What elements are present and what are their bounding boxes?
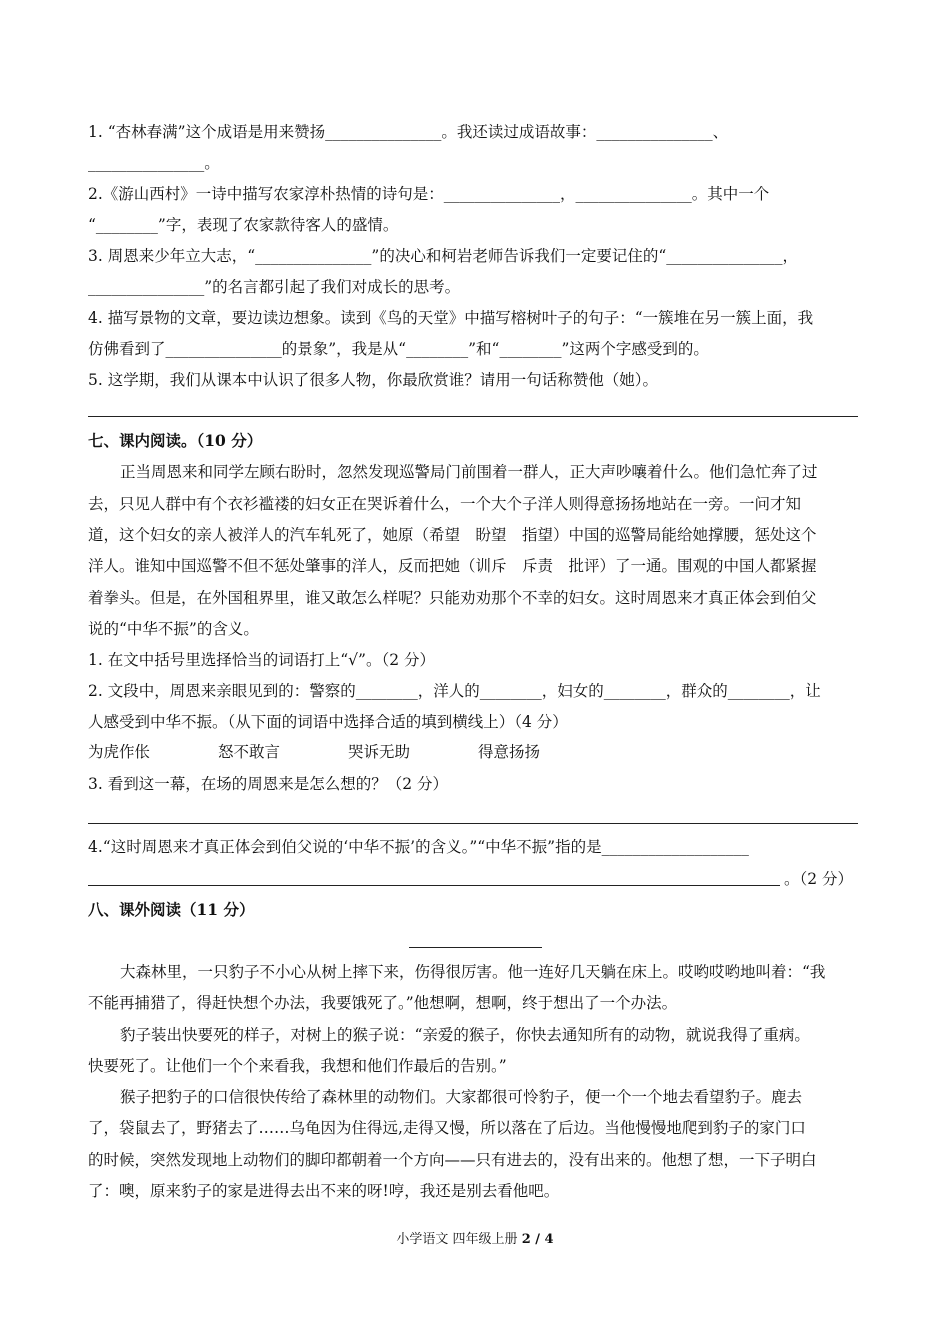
answer-line[interactable]: [88, 416, 858, 417]
word-option: 怒不敢言: [218, 743, 281, 761]
s7-question-4-score: 。（2 分）: [784, 870, 854, 888]
page-number: 2 / 4: [521, 1232, 554, 1247]
s6-line-2: _______________。: [88, 154, 220, 172]
s8-passage-4: 快要死了。让他们一个个来看我，我想和他们作最后的告别。”: [88, 1057, 507, 1075]
s6-line-7: 4. 描写景物的文章，要边读边想象。读到《鸟的天堂》中描写榕树叶子的句子：“一簇堆在另一簇上面，我: [88, 309, 814, 327]
s7-passage-4: 洋人。谁知中国巡警不但不惩处肇事的洋人，反而把她（训斥 斥责 批评）了一通。围观的中国人都紧握: [88, 557, 817, 575]
s8-passage-8: 了：噢，原来豹子的家是进得去出不来的呀!哼，我还是别去看他吧。: [88, 1182, 560, 1200]
s6-line-1: 1. “杏林春满”这个成语是用来赞扬_______________。我还读过成语故事：_______________、: [88, 123, 729, 141]
s6-line-5: 3. 周恩来少年立大志，“_______________”的决心和柯岩老师告诉我们一定要记住的“_______________，: [88, 247, 798, 265]
s8-passage-5: 猴子把豹子的口信很快传给了森林里的动物们。大家都很可怜豹子，便一个一个地去看望豹子。鹿去: [120, 1088, 803, 1106]
answer-line[interactable]: [88, 885, 780, 886]
s7-question-3: 3. 看到这一幕，在场的周恩来是怎么想的？（2 分）: [88, 775, 449, 793]
answer-line[interactable]: [88, 823, 858, 824]
word-option: 哭诉无助: [348, 743, 411, 761]
s8-passage-6: 了，袋鼠去了，野猪去了……乌龟因为住得远,走得又慢，所以落在了后边。当他慢慢地爬到豹子的家门口: [88, 1119, 806, 1137]
page-footer: [0, 1228, 950, 1247]
s8-passage-2: 不能再捕猎了，得赶快想个办法，我要饿死了。”他想啊，想啊，终于想出了一个办法。: [88, 994, 678, 1012]
s7-passage-2: 去，只见人群中有个衣衫褴褛的妇女正在哭诉着什么，一个大个子洋人则得意扬扬地站在一旁。一问才知: [88, 495, 802, 513]
word-options: [88, 742, 608, 762]
s7-question-2-line1: 2. 文段中，周恩来亲眼见到的：警察的________，洋人的________，妇女的________，群众的________，让: [88, 682, 821, 700]
word-option: 为虎作伥: [88, 743, 151, 761]
s7-passage-6: 说的“中华不振”的含义。: [88, 620, 259, 638]
s7-passage-5: 着拳头。但是，在外国租界里，谁又敢怎么样呢？只能劝劝那个不幸的妇女。这时周恩来才真正体会到伯父: [88, 589, 817, 607]
section8-heading: 八、课外阅读（11 分）: [88, 900, 255, 919]
s7-question-1: 1. 在文中括号里选择恰当的词语打上“√”。（2 分）: [88, 651, 435, 669]
s8-passage-7: 的时候，突然发现地上动物们的脚印都朝着一个方向——只有进去的，没有出来的。他想了想，一下子明白: [88, 1151, 817, 1169]
s6-line-3: 2.《游山西村》一诗中描写农家淳朴热情的诗句是：_______________，_______________。其中一个: [88, 185, 770, 203]
s8-passage-1: 大森林里，一只豹子不小心从树上摔下来，伤得很厉害。他一连好几天躺在床上。哎哟哎哟地叫着：“我: [120, 963, 826, 981]
footer-text: 小学语文 四年级上册: [396, 1232, 522, 1247]
section7-heading: 七、课内阅读。（10 分）: [88, 431, 263, 450]
s6-line-4: “________”字，表现了农家款待客人的盛情。: [88, 216, 399, 234]
title-blank-line[interactable]: [409, 947, 542, 948]
s7-passage-3: 道，这个妇女的亲人被洋人的汽车轧死了，她原（希望 盼望 指望）中国的巡警局能给她撑腰，惩处这个: [88, 526, 817, 544]
s7-passage-1: 正当周恩来和同学左顾右盼时，忽然发现巡警局门前围着一群人，正大声吵嚷着什么。他们急忙奔了过: [120, 463, 818, 481]
word-option: 得意扬扬: [478, 743, 541, 761]
s7-question-2-line2: 人感受到中华不振。（从下面的词语中选择合适的填到横线上）（4 分）: [88, 713, 568, 731]
s7-question-4-line1: 4.“这时周恩来才真正体会到伯父说的‘中华不振’的含义。”“中华不振”指的是___________________: [88, 838, 749, 856]
s8-passage-3: 豹子装出快要死的样子，对树上的猴子说：“亲爱的猴子，你快去通知所有的动物，就说我得了重病。: [120, 1026, 810, 1044]
s6-line-8: 仿佛看到了_______________的景象”，我是从“________”和“________”这两个字感受到的。: [88, 340, 709, 358]
s6-line-9: 5. 这学期，我们从课本中认识了很多人物，你最欣赏谁？请用一句话称赞他（她）。: [88, 371, 658, 389]
s6-line-6: _______________”的名言都引起了我们对成长的思考。: [88, 278, 461, 296]
